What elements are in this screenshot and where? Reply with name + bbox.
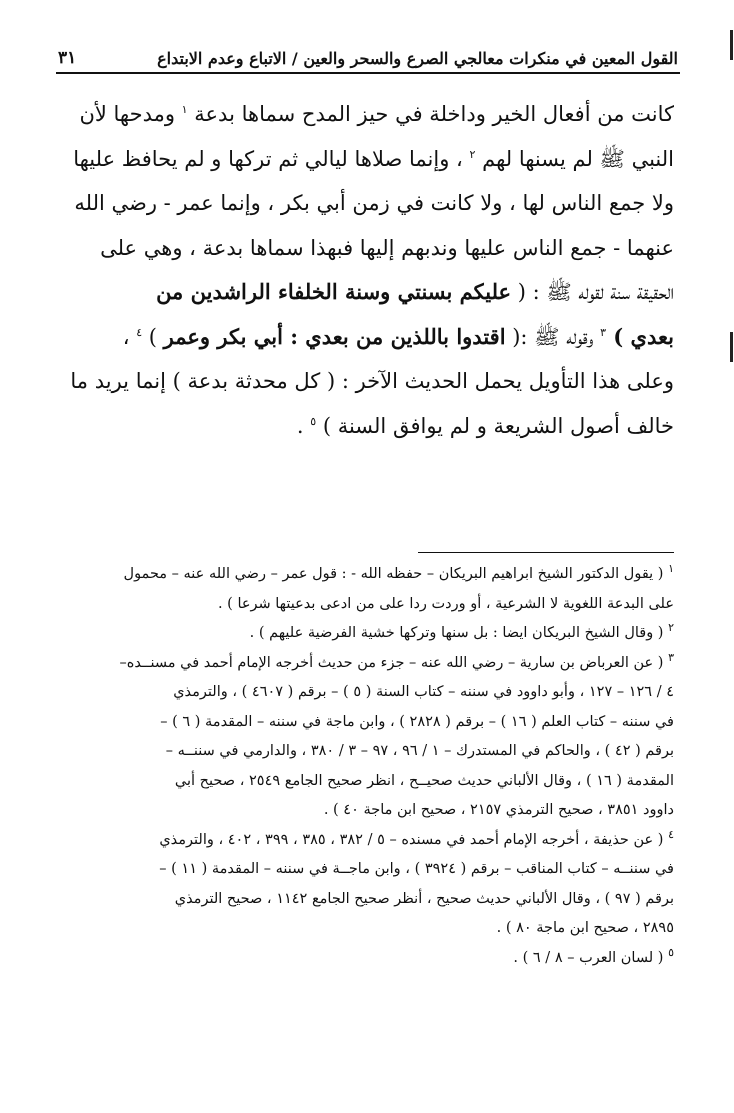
hadith-quote: اقتدوا باللذين من بعدي : أبي بكر وعمر [163, 323, 506, 349]
body-line: ولا جمع الناس لها ، ولا كانت في زمن أبي بكر ، وإنما عمر - رضي الله [74, 191, 674, 215]
line-text: . [296, 413, 311, 438]
footnote-line: على البدعة اللغوية لا الشرعية ، أو وردت ردا على من ادعى بدعيتها شرعا ) . [217, 595, 674, 612]
footnote-line [62, 649, 674, 679]
footnote-ref: ٢ [469, 147, 476, 161]
footnote-ref: ٥ [310, 414, 317, 428]
running-header [58, 38, 678, 68]
footnote-ref: ١ [181, 103, 188, 116]
footnotes [62, 560, 674, 973]
footnote-text: ( لسان العرب – ٨ / ٦ ) . [513, 949, 664, 966]
body-line [62, 315, 674, 360]
line-text: ومدحها لأن [79, 102, 182, 126]
line-text: الحقيقة سنة لقوله ﷺ : ( [511, 280, 674, 304]
body-line [62, 137, 674, 182]
footnote-line [62, 619, 674, 649]
line-text: ) [142, 324, 164, 349]
main-text [62, 92, 674, 448]
hadith-quote: عليكم بسنتي وسنة الخلفاء الراشدين من [156, 279, 512, 304]
line-text: خالف أصول الشريعة و لم يوافق السنة ) [316, 413, 674, 438]
footnote-line: في سننــه – كتاب المناقب – برقم ( ٣٩٢٤ ) ، وابن ماجــة في سننه – المقدمة ( ١١ ) – [159, 861, 674, 877]
footnote-number: ٥ [668, 945, 674, 959]
footnote [62, 826, 674, 944]
line-text: كانت من أفعال الخير وداخلة في حيز المدح سماها بدعة [187, 102, 674, 126]
footnote-text: ( عن العرباض بن سارية – رضي الله عنه – جزء من حديث أخرجه الإمام أحمد في مسنــده– [119, 654, 664, 671]
footnote-line: ٤ / ١٢٦ – ١٢٧ ، وأبو داوود في سننه – كتاب السنة ( ٥ ) – برقم ( ٤٦٠٧ ) ، والترمذي [173, 684, 674, 700]
header-rule [56, 72, 680, 74]
line-text: النبي ﷺ لم يسنها لهم [475, 146, 674, 171]
line-text: وقوله ﷺ :( [505, 324, 601, 349]
footnote-number: ٢ [668, 621, 674, 635]
body-line [62, 92, 674, 137]
footnote-line: برقم ( ٩٧ ) ، وقال الألباني حديث صحيح ، أنظر صحيح الجامع ١١٤٢ ، صحيح الترمذي [174, 890, 674, 907]
footnote-number: ٤ [668, 827, 674, 841]
gutter-mark-top [730, 30, 733, 60]
footnote-text: ( عن حذيفة ، أخرجه الإمام أحمد في مسنده – ٥ / ٣٨٢ ، ٣٨٥ ، ٣٩٩ ، ٤٠٢ ، والترمذي [159, 831, 664, 848]
page-number: ٣١ [58, 48, 77, 68]
footnote-ref: ٤ [136, 325, 143, 339]
footnote-text: ( يقول الدكتور الشيخ ابراهيم البريكان – حفظه الله - : قول عمر – رضي الله عنه – محمول [123, 566, 664, 582]
footnote-text: ( وقال الشيخ البريكان ايضا : بل سنها وتركها خشية الفرضية عليهم ) . [249, 625, 664, 641]
footnote-number: ١ [668, 562, 674, 576]
body-line: عنهما - جمع الناس عليها وندبهم إليها فبهذا سماها بدعة ، وهي على [100, 235, 674, 260]
header-title: القول المعين في منكرات معالجي الصرع والسحر والعين / الاتباع وعدم الابتداع [157, 49, 678, 68]
footnote-line: ٢٨٩٥ ، صحيح ابن ماجة ٨٠ ) . [496, 920, 674, 936]
footnote-line: المقدمة ( ١٦ ) ، وقال الألباني حديث صحيــح ، انظر صحيح الجامع ٢٥٤٩ ، صحيح أبي [174, 772, 674, 789]
footnote-line: داوود ٣٨٥١ ، صحيح الترمذي ٢١٥٧ ، صحيح ابن ماجة ٤٠ ) . [323, 802, 674, 818]
line-text: ، [122, 324, 137, 349]
hadith-quote: بعدي ) [606, 323, 674, 349]
body-line [62, 404, 674, 449]
gutter-mark-middle [730, 332, 733, 362]
footnote-separator [418, 552, 674, 553]
line-text: ، وإنما صلاها ليالي ثم تركها و لم يحافظ عليها [73, 146, 470, 171]
footnote-number: ٣ [668, 650, 674, 664]
body-line [62, 270, 674, 315]
footnote [62, 560, 674, 619]
footnote [62, 619, 674, 649]
footnote-line [62, 560, 674, 590]
footnote [62, 944, 674, 974]
footnote-line: برقم ( ٤٢ ) ، والحاكم في المستدرك – ١ / ٩٦ ، ٩٧ – ٣ / ٣٨٠ ، والدارمي في سننــه – [165, 743, 674, 759]
footnote-line: في سننه – كتاب العلم ( ١٦ ) – برقم ( ٢٨٢٨ ) ، وابن ماجة في سننه – المقدمة ( ٦ ) – [160, 713, 674, 730]
footnote-line [62, 826, 674, 856]
footnote [62, 649, 674, 826]
footnote-line [62, 944, 674, 974]
footnote-ref: ٣ [600, 325, 606, 339]
body-line: وعلى هذا التأويل يحمل الحديث الآخر : ( كل محدثة بدعة ) إنما يريد ما [70, 369, 674, 393]
